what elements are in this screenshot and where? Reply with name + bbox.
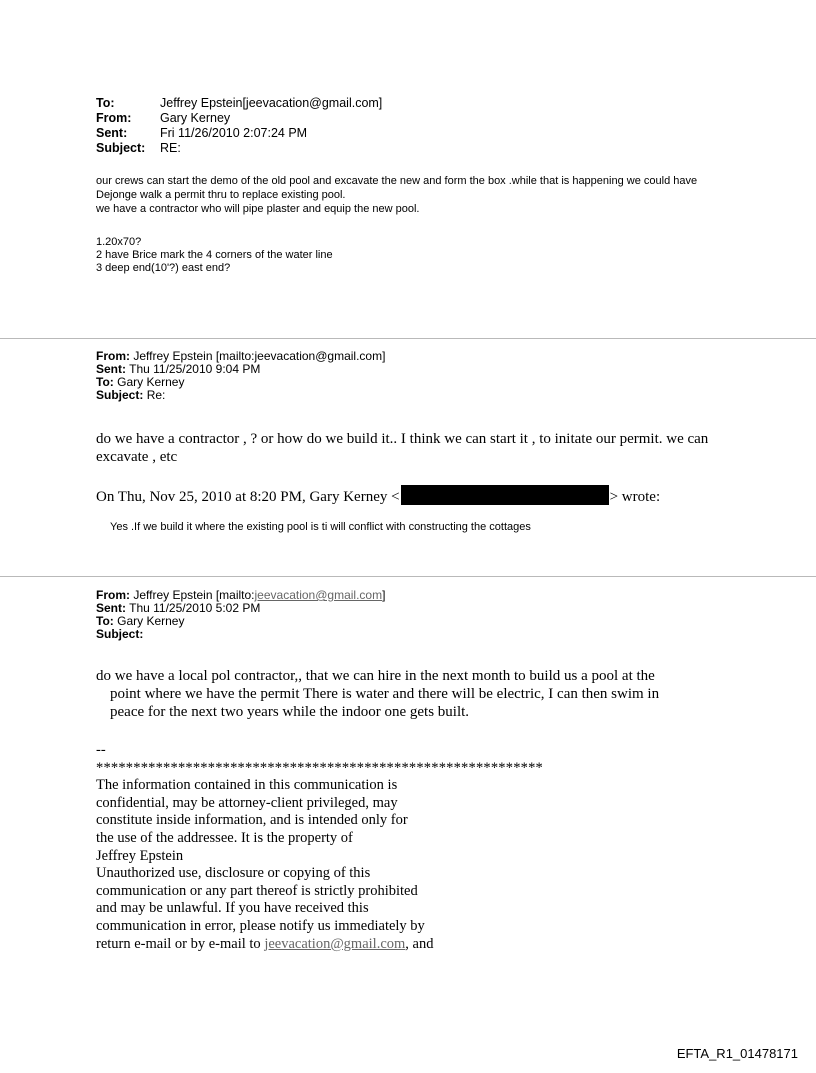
from-value: Gary Kerney bbox=[160, 111, 231, 125]
email2-body: do we have a contractor , ? or how do we build it.. I think we can start it , to initate our permit. we can excavate , etc bbox=[96, 431, 709, 465]
sent-label: Sent: bbox=[96, 126, 128, 140]
sig-line: communication or any part thereof is strictly prohibited bbox=[96, 882, 418, 899]
sent-value: Thu 11/25/2010 9:04 PM bbox=[129, 362, 261, 376]
to-value: Gary Kerney bbox=[117, 614, 185, 628]
body-line: peace for the next two years while the indoor one gets built. bbox=[110, 704, 470, 720]
email3-body bbox=[96, 667, 716, 721]
to-label: To: bbox=[96, 375, 114, 389]
email1-body-para: our crews can start the demo of the old pool and excavate the new and form the box .while that is happening we could have Dejonge walk a permit thru to replace existing pool. bbox=[96, 175, 698, 201]
document-id: EFTA_R1_01478171 bbox=[676, 1046, 798, 1061]
redaction-bar bbox=[401, 485, 609, 505]
sent-label: Sent: bbox=[96, 362, 126, 376]
list-item: 3 deep end(10'?) east end? bbox=[96, 262, 231, 274]
divider bbox=[0, 576, 816, 577]
sig-last-suffix: , and bbox=[405, 935, 434, 952]
sent-value: Fri 11/26/2010 2:07:24 PM bbox=[160, 126, 308, 140]
email1-body bbox=[96, 174, 736, 216]
list-item: 2 have Brice mark the 4 corners of the water line bbox=[96, 249, 333, 261]
divider bbox=[0, 338, 816, 339]
from-label: From: bbox=[96, 349, 130, 363]
from-value: Jeffrey Epstein [mailto:jeevacation@gmail.com] bbox=[133, 349, 386, 363]
quoted-text: Yes .If we build it where the existing pool is ti will conflict with constructing the cottages bbox=[110, 521, 531, 533]
from-label: From: bbox=[96, 588, 130, 602]
quote-suffix: > wrote: bbox=[609, 489, 661, 505]
sig-line: The information contained in this communication is bbox=[96, 777, 398, 794]
email-link[interactable]: jeevacation@gmail.com bbox=[254, 588, 383, 602]
subject-label: Subject: bbox=[96, 388, 144, 402]
subject-value: RE: bbox=[160, 141, 181, 155]
quote-prefix: On Thu, Nov 25, 2010 at 8:20 PM, Gary Kerney < bbox=[96, 489, 400, 505]
quote-attribution bbox=[96, 485, 660, 506]
body-line: point where we have the permit There is water and there will be electric, I can then swim in bbox=[110, 686, 660, 702]
email1-list bbox=[96, 236, 333, 275]
sig-line: constitute inside information, and is intended only for bbox=[96, 812, 408, 829]
email-link[interactable]: jeevacation@gmail.com bbox=[264, 935, 406, 952]
body-line: do we have a local pol contractor,, that we can hire in the next month to build us a pool at the bbox=[96, 668, 655, 684]
sig-line: confidential, may be attorney-client privileged, may bbox=[96, 794, 398, 811]
to-label: To: bbox=[96, 614, 114, 628]
email1-header bbox=[96, 96, 382, 156]
email2-header bbox=[96, 350, 385, 402]
sig-line: Unauthorized use, disclosure or copying of this bbox=[96, 865, 371, 882]
sent-label: Sent: bbox=[96, 601, 126, 615]
sig-line: and may be unlawful. If you have received this bbox=[96, 900, 369, 917]
sig-last-prefix: return e-mail or by e-mail to bbox=[96, 935, 265, 952]
subject-label: Subject: bbox=[96, 141, 146, 155]
from-label: From: bbox=[96, 111, 132, 125]
sig-stars: ************************************************************ bbox=[96, 759, 543, 776]
sent-value: Thu 11/25/2010 5:02 PM bbox=[129, 601, 261, 615]
subject-value: Re: bbox=[146, 388, 166, 402]
to-value: Gary Kerney bbox=[117, 375, 185, 389]
to-label: To: bbox=[96, 96, 115, 110]
list-item: 1.20x70? bbox=[96, 236, 142, 248]
sig-last-line bbox=[96, 936, 543, 954]
from-suffix: ] bbox=[382, 588, 386, 602]
to-value: Jeffrey Epstein[jeevacation@gmail.com] bbox=[160, 96, 383, 110]
sig-line: Jeffrey Epstein bbox=[96, 847, 184, 864]
subject-label: Subject: bbox=[96, 627, 144, 641]
signature-block bbox=[96, 742, 543, 953]
email1-body-para: we have a contractor who will pipe plaster and equip the new pool. bbox=[96, 203, 420, 215]
from-prefix: Jeffrey Epstein [mailto: bbox=[133, 588, 255, 602]
sig-line: the use of the addressee. It is the property of bbox=[96, 829, 353, 846]
email3-header bbox=[96, 589, 385, 641]
sig-dashes: -- bbox=[96, 742, 106, 758]
sig-line: communication in error, please notify us immediately by bbox=[96, 917, 425, 934]
